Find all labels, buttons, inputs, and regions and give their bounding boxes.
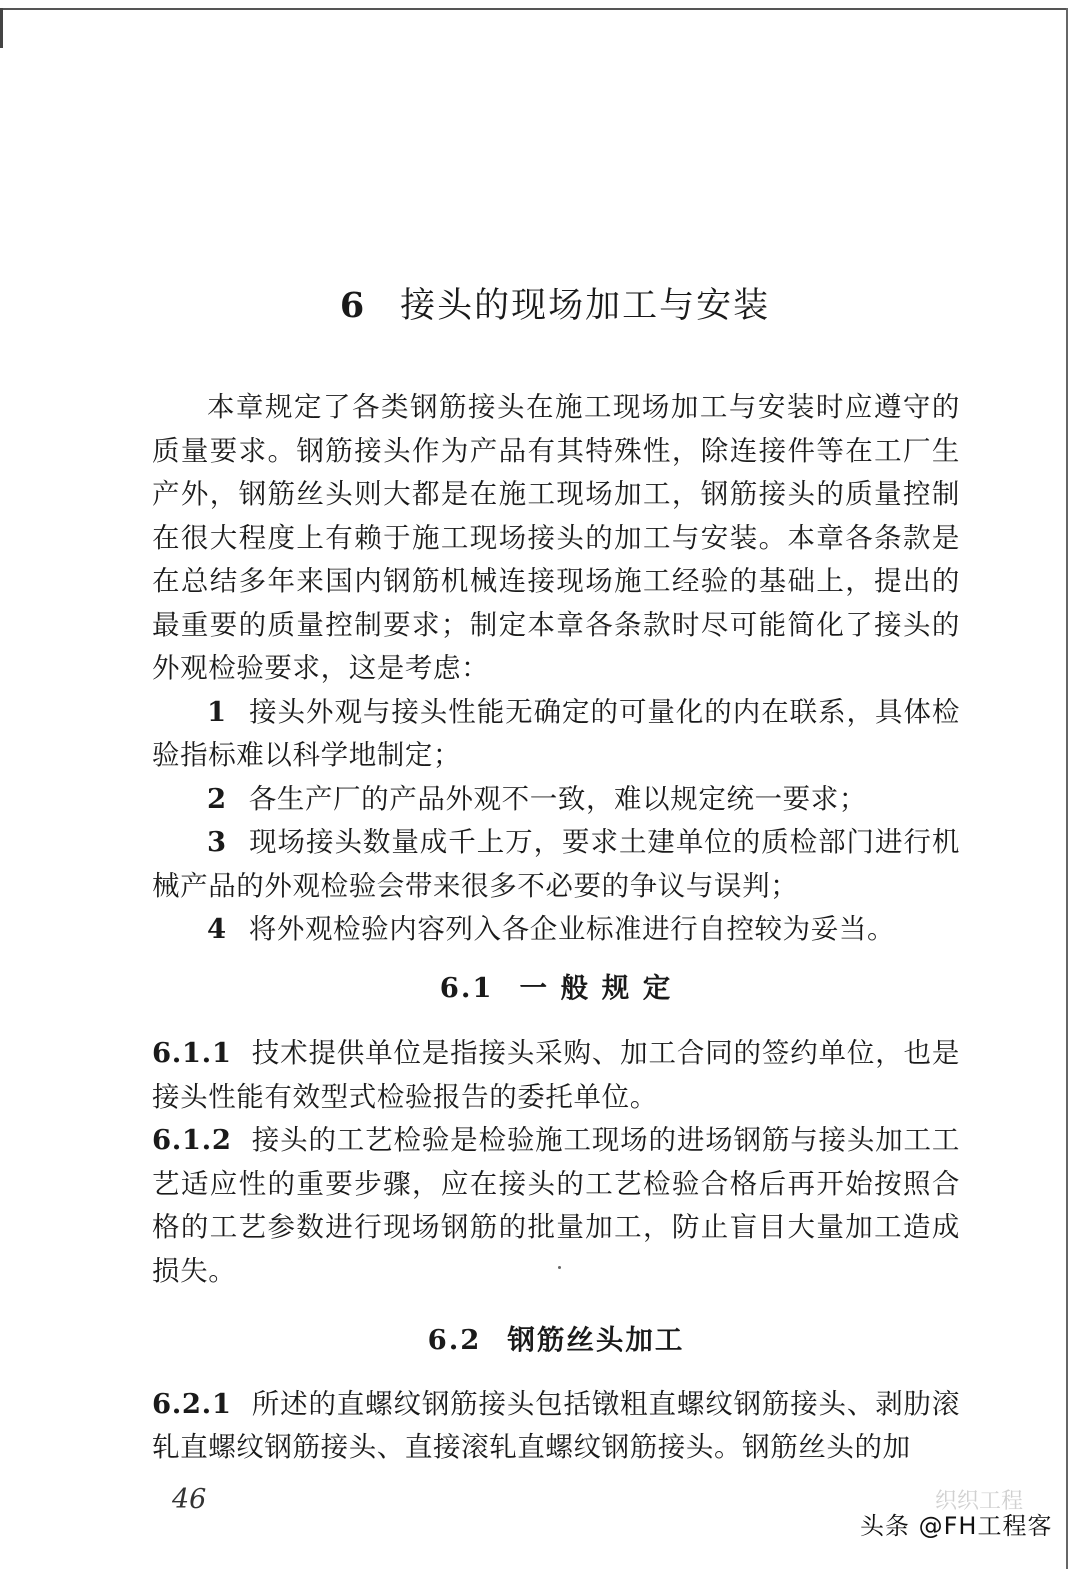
page-body	[152, 386, 960, 1470]
list-item-text: 将外观检验内容列入各企业标准进行自控较为妥当。	[248, 913, 896, 945]
clause-6-1-2	[152, 1119, 960, 1293]
scan-edge-left	[0, 8, 3, 48]
list-item-number: 3	[207, 826, 227, 858]
section-number: 6.2	[427, 1324, 482, 1356]
intro-list-item	[152, 821, 960, 908]
intro-list-item	[152, 778, 960, 822]
clause-number: 6.2.1	[152, 1387, 232, 1420]
list-item-text: 现场接头数量成千上万，要求土建单位的质检部门进行机械产品的外观检验会带来很多不必要的争议与误判；	[152, 826, 960, 902]
clause-text: 接头的工艺检验是检验施工现场的进场钢筋与接头加工工艺适应性的重要步骤，应在接头的工艺检验合格后再开始按照合格的工艺参数进行现场钢筋的批量加工，防止盲目大量加工造成损失。	[152, 1124, 960, 1287]
scan-edge-right	[1066, 8, 1068, 1569]
list-item-text: 接头外观与接头性能无确定的可量化的内在联系，具体检验指标难以科学地制定；	[152, 695, 960, 771]
list-item-number: 1	[207, 695, 227, 728]
list-item-number: 2	[207, 782, 227, 815]
chapter-title	[150, 278, 960, 328]
clause-number: 6.1.2	[152, 1124, 232, 1156]
list-item-number: 4	[207, 913, 227, 945]
section-title: 一 般 规 定	[519, 971, 673, 1004]
section-number: 6.1	[439, 971, 494, 1004]
clause-6-2-1	[152, 1383, 960, 1470]
scan-edge-top	[0, 8, 1068, 10]
scan-speck	[558, 1266, 561, 1269]
chapter-number: 6	[339, 285, 367, 326]
watermark: 头条 @FH工程客	[860, 1512, 1053, 1540]
chapter-title-text: 接头的现场加工与安装	[400, 286, 771, 326]
clause-text: 所述的直螺纹钢筋接头包括镦粗直螺纹钢筋接头、剥肋滚轧直螺纹钢筋接头、直接滚轧直螺纹钢筋接头。钢筋丝头的加	[152, 1387, 960, 1463]
clause-6-1-1	[152, 1032, 960, 1119]
intro-list-item	[152, 908, 960, 952]
list-item-text: 各生产厂的产品外观不一致，难以规定统一要求；	[248, 782, 867, 815]
intro-list-item	[152, 691, 960, 778]
watermark-faint: 织织工程	[935, 1489, 1024, 1514]
section-heading-6-2	[152, 1319, 960, 1363]
section-heading-6-1	[152, 967, 960, 1011]
clause-text: 技术提供单位是指接头采购、加工合同的签约单位，也是接头性能有效型式检验报告的委托单位。	[152, 1037, 960, 1113]
page-number: 46	[172, 1484, 207, 1515]
intro-paragraph: 本章规定了各类钢筋接头在施工现场加工与安装时应遵守的质量要求。钢筋接头作为产品有其特殊性，除连接件等在工厂生产外，钢筋丝头则大都是在施工现场加工，钢筋接头的质量控制在很大程度上有赖于施工现场接头的加工与安装。本章各条款是在总结多年来国内钢筋机械连接现场施工经验的基础上，提出的最重要的质量控制要求；制定本章各条款时尽可能简化了接头的外观检验要求，这是考虑：	[152, 391, 960, 684]
clause-number: 6.1.1	[152, 1037, 232, 1069]
section-title: 钢筋丝头加工	[507, 1324, 685, 1356]
